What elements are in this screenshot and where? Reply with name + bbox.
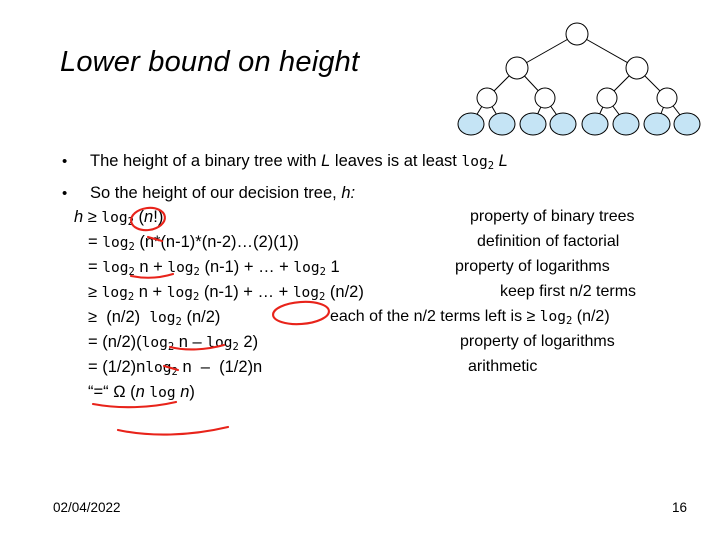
derivation-expression: $h \ge \log_2 (n!)$ xyxy=(74,208,164,228)
tree-leaf xyxy=(489,113,515,135)
derivation-note: each of the n/2 terms left is ≥ $\log_2 (n/2)$ xyxy=(330,308,610,327)
binary-tree-diagram xyxy=(445,20,710,140)
tree-leaf-nodes xyxy=(458,113,700,135)
tree-node xyxy=(657,88,677,108)
bullet-marker: • xyxy=(62,185,68,202)
derivation-note: property of logarithms xyxy=(455,258,610,275)
tree-leaf xyxy=(582,113,608,135)
tree-leaf xyxy=(458,113,484,135)
tree-node xyxy=(506,57,528,79)
tree-leaf xyxy=(550,113,576,135)
bullet-text-1: The height of a binary tree with L leaves is at least $\log_2 L$ xyxy=(90,152,508,172)
derivation-note: arithmetic xyxy=(468,358,538,375)
underline-omega-icon xyxy=(118,427,228,435)
derivation-line xyxy=(60,358,700,383)
tree-node xyxy=(535,88,555,108)
derivation-note: keep first n/2 terms xyxy=(500,283,637,300)
derivation-line xyxy=(60,383,700,408)
tree-svg xyxy=(445,20,710,140)
tree-leaf xyxy=(644,113,670,135)
derivation-line xyxy=(60,208,700,233)
derivation-expression: “=“ Ω (n log n) xyxy=(88,383,195,401)
derivation-note: property of logarithms xyxy=(460,333,615,350)
tree-node xyxy=(597,88,617,108)
derivation-expression: ≥ $\log_2 n + \log_2 (n-1)$ + … + $\log_2 (n/2)$ xyxy=(88,283,364,303)
derivation-expression: = $\log_2 n + \log_2 (n-1)$ + … + $\log_2 1$ xyxy=(88,258,340,278)
derivation-expression: ≥ (n/2) $\log_2 (n/2)$ xyxy=(88,308,221,328)
derivation-line xyxy=(60,333,700,358)
tree-internal-nodes xyxy=(477,23,677,108)
derivation-line xyxy=(60,308,700,333)
list-item xyxy=(60,180,680,207)
list-item xyxy=(60,148,680,180)
derivation-expression: = $(n/2)(\log_2$ n – $\log_2 2$) xyxy=(88,333,259,353)
derivation-expression: = $\log_2$ (n*(n-1)*(n-2)…(2)(1)) xyxy=(88,233,299,253)
tree-node xyxy=(477,88,497,108)
derivation-line xyxy=(60,233,700,258)
tree-leaf xyxy=(613,113,639,135)
tree-edges xyxy=(471,34,687,124)
derivation-expression: = (1/2)nlog$_2$ n – (1/2)n xyxy=(88,358,263,378)
bullet-text-2: So the height of our decision tree, h: xyxy=(90,184,356,202)
derivation-block xyxy=(60,208,700,408)
derivation-line xyxy=(60,283,700,308)
tree-leaf xyxy=(520,113,546,135)
derivation-line xyxy=(60,258,700,283)
tree-leaf xyxy=(674,113,700,135)
tree-node xyxy=(626,57,648,79)
page-title: Lower bound on height xyxy=(60,46,360,78)
tree-node-root xyxy=(566,23,588,45)
slide-page-number: 16 xyxy=(672,500,688,515)
slide-date: 02/04/2022 xyxy=(53,500,121,515)
derivation-note: property of binary trees xyxy=(470,208,635,225)
bullet-marker: • xyxy=(62,153,68,170)
bullet-list xyxy=(60,148,680,207)
derivation-note: definition of factorial xyxy=(477,233,620,250)
